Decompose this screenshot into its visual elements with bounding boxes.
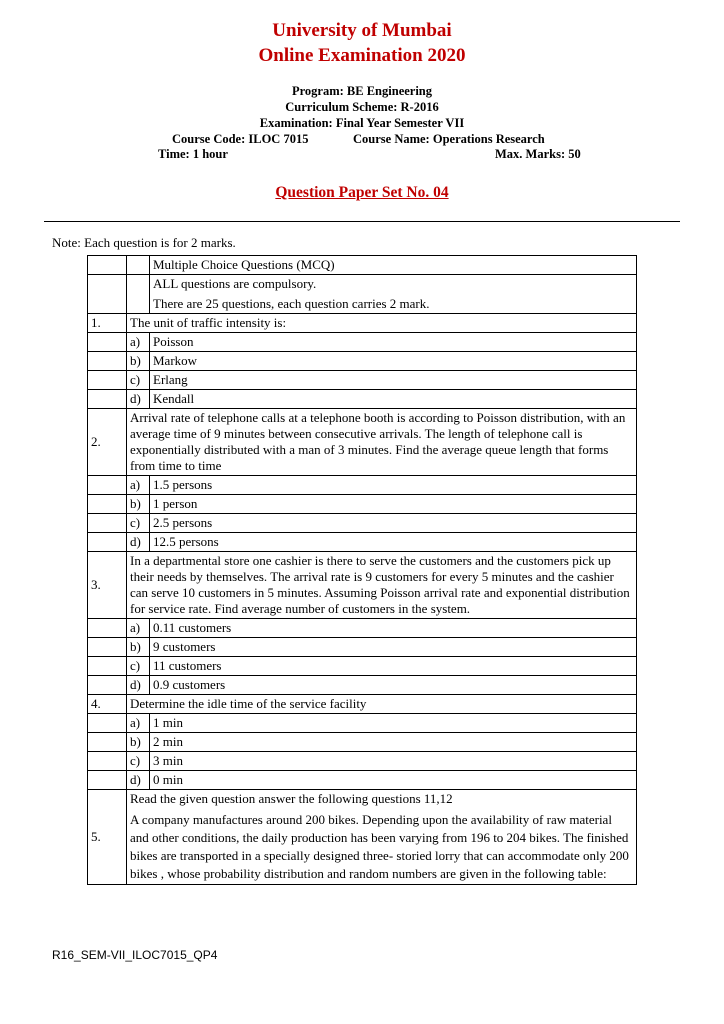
option-row xyxy=(88,619,637,638)
option-label: d) xyxy=(127,390,150,409)
option-label: c) xyxy=(127,371,150,390)
question-number: 3. xyxy=(88,552,127,619)
option-text: 2 min xyxy=(150,733,637,752)
option-text: 11 customers xyxy=(150,657,637,676)
option-label: b) xyxy=(127,495,150,514)
option-label: d) xyxy=(127,771,150,790)
option-row xyxy=(88,657,637,676)
note: Note: Each question is for 2 marks. xyxy=(52,235,236,250)
option-text: 1.5 persons xyxy=(150,476,637,495)
option-label: c) xyxy=(127,514,150,533)
option-row xyxy=(88,533,637,552)
option-row xyxy=(88,514,637,533)
question-number: 4. xyxy=(88,695,127,714)
instructions-text: ALL questions are compulsory. There are 25 questions, each question carries 2 mark. xyxy=(150,275,637,314)
question-text: Determine the idle time of the service facility xyxy=(127,695,637,714)
option-text: 1 min xyxy=(150,714,637,733)
exam-time: Time: 1 hour xyxy=(158,147,228,161)
option-row xyxy=(88,333,637,352)
option-label: b) xyxy=(127,352,150,371)
option-row xyxy=(88,390,637,409)
option-text: 1 person xyxy=(150,495,637,514)
program: Program: BE Engineering xyxy=(291,84,433,98)
option-row xyxy=(88,752,637,771)
option-row xyxy=(88,733,637,752)
question-row xyxy=(88,314,637,333)
option-text: Erlang xyxy=(150,371,637,390)
question-number: 1. xyxy=(88,314,127,333)
footer-code: R16_SEM-VII_ILOC7015_QP4 xyxy=(52,948,218,962)
question-row xyxy=(88,552,637,619)
option-label: d) xyxy=(127,533,150,552)
option-label: a) xyxy=(127,333,150,352)
question-table xyxy=(87,255,637,885)
instructions-row xyxy=(88,275,637,314)
option-row xyxy=(88,771,637,790)
option-text: 2.5 persons xyxy=(150,514,637,533)
option-label: b) xyxy=(127,733,150,752)
question-row xyxy=(88,409,637,476)
question-number: 2. xyxy=(88,409,127,476)
university-title: University of Mumbai xyxy=(272,20,452,41)
option-row xyxy=(88,638,637,657)
option-row xyxy=(88,371,637,390)
course-code: Course Code: ILOC 7015 xyxy=(172,132,309,146)
option-label: c) xyxy=(127,657,150,676)
option-label: a) xyxy=(127,714,150,733)
option-label: a) xyxy=(127,476,150,495)
option-text: 0 min xyxy=(150,771,637,790)
curriculum-scheme: Curriculum Scheme: R-2016 xyxy=(285,100,439,114)
option-label: b) xyxy=(127,638,150,657)
option-text: Kendall xyxy=(150,390,637,409)
question-text: In a departmental store one cashier is there to serve the customers and the customers pick up their needs by themselves. The arrival rate is 9 customers for every 5 minutes and the cashier can serve 10 customers in 5 minutes. Assuming Poisson arrival rate and exponential distribution for service rate. Find average number of customers in the system. xyxy=(127,552,637,619)
option-row xyxy=(88,352,637,371)
question-text: Arrival rate of telephone calls at a telephone booth is according to Poisson distribution, with an average time of 9 minutes between consecutive arrivals. The length of telephone call is exponentially distributed with a man of 3 minutes. Find the average queue length that forms from time to time xyxy=(127,409,637,476)
instructions-heading-row xyxy=(88,256,637,275)
course-name: Course Name: Operations Research xyxy=(353,132,545,146)
option-text: 3 min xyxy=(150,752,637,771)
question-text: Read the given question answer the following questions 11,12 A company manufactures around 200 bikes. Depending upon the availability of raw material and other conditions, the daily production has been varying from 196 to 204 bikes. The finished bikes are transported in a specially designed three- storied lorry that can accommodate only 200 bikes , whose probability distribution and random numbers are given in the following table: xyxy=(127,790,637,885)
option-text: 9 customers xyxy=(150,638,637,657)
option-label: c) xyxy=(127,752,150,771)
option-label: d) xyxy=(127,676,150,695)
option-row xyxy=(88,676,637,695)
max-marks: Max. Marks: 50 xyxy=(495,147,581,161)
examination: Examination: Final Year Semester VII xyxy=(259,116,465,130)
exam-title: Online Examination 2020 xyxy=(258,45,466,66)
question-text: The unit of traffic intensity is: xyxy=(127,314,637,333)
question-row xyxy=(88,695,637,714)
option-row xyxy=(88,476,637,495)
option-row xyxy=(88,495,637,514)
option-row xyxy=(88,714,637,733)
instructions-heading: Multiple Choice Questions (MCQ) xyxy=(150,256,637,275)
option-text: 0.9 customers xyxy=(150,676,637,695)
option-text: Markow xyxy=(150,352,637,371)
question-number: 5. xyxy=(88,790,127,885)
divider xyxy=(44,221,680,222)
question-row xyxy=(88,790,637,885)
question-paper-set-no: Question Paper Set No. 04 xyxy=(275,184,449,201)
option-text: 0.11 customers xyxy=(150,619,637,638)
option-text: Poisson xyxy=(150,333,637,352)
option-text: 12.5 persons xyxy=(150,533,637,552)
option-label: a) xyxy=(127,619,150,638)
